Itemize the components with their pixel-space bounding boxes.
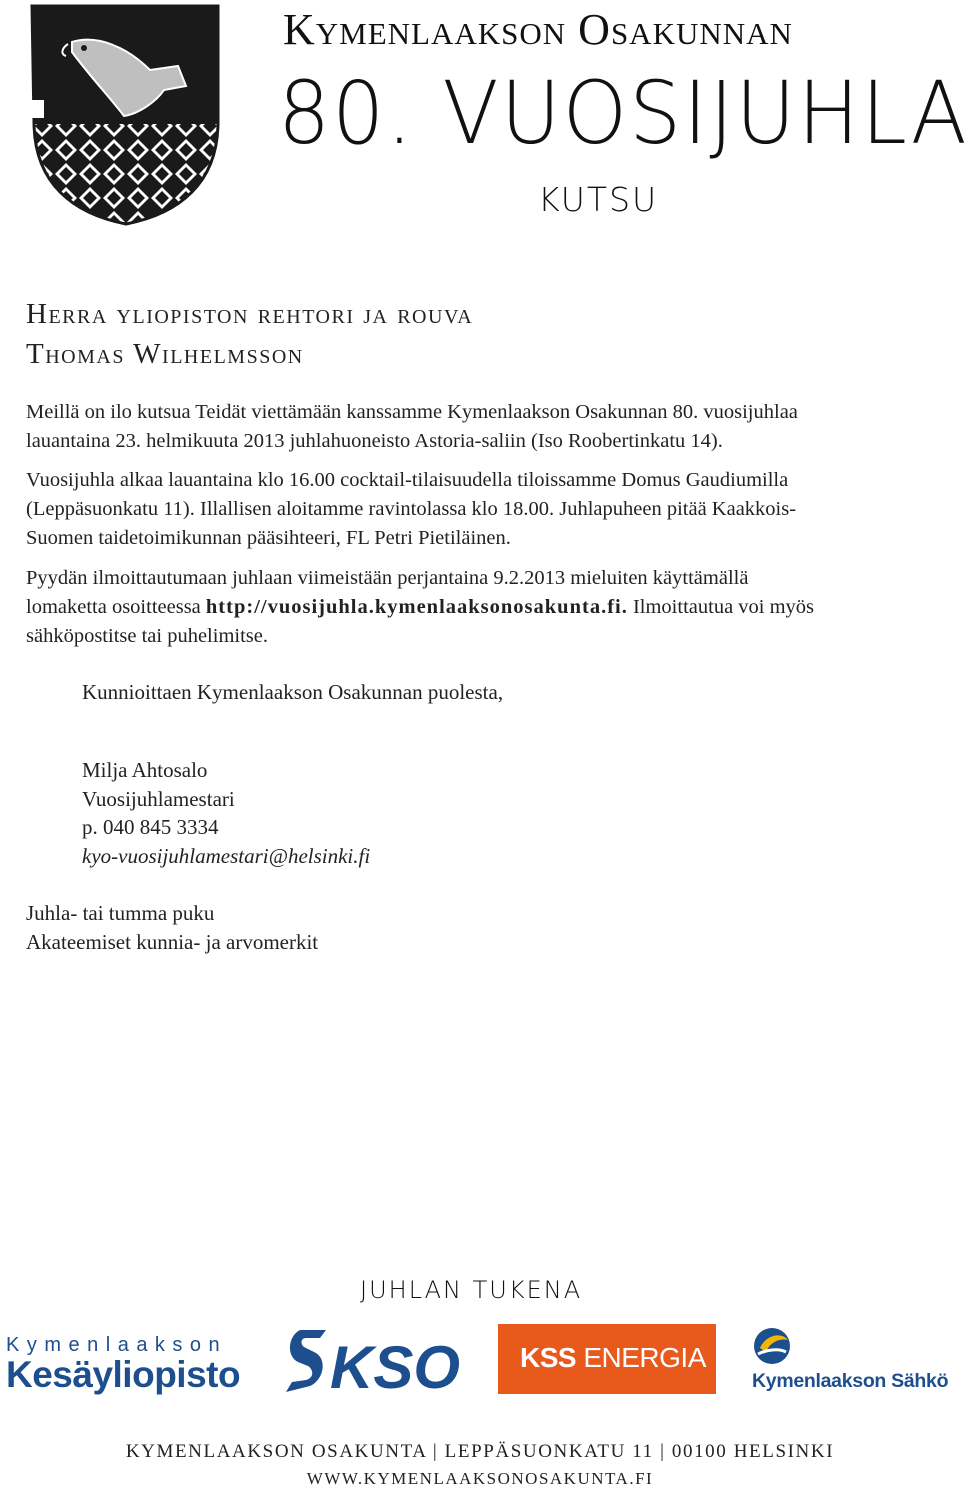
closing-greeting: Kunnioittaen Kymenlaakson Osakunnan puolesta,: [82, 680, 504, 704]
addressee-title: Herra yliopiston rehtori ja rouva: [26, 298, 474, 330]
kss-energia-logo: [498, 1324, 716, 1394]
kymenlaakson-sahko-logo: [752, 1326, 958, 1396]
paragraph-schedule: [26, 466, 946, 553]
kso-logo-graphic: [286, 1328, 461, 1401]
registration-link[interactable]: http://vuosijuhla.kymenlaaksonosakunta.fi.: [205, 596, 628, 618]
signature-block: [82, 756, 370, 870]
signer-phone: p. 040 845 3334: [82, 815, 219, 839]
sahko-logo-text: Kymenlaakson Sähkö: [752, 1370, 949, 1392]
kesayliopisto-logo-top: Kymenlaakson: [6, 1334, 228, 1356]
dress-code: [26, 899, 318, 956]
text-line: Pyydän ilmoittautumaan juhlaan viimeistään perjantaina 9.2.2013 mieluiten käyttämällä: [26, 567, 749, 589]
dress-code-line: Juhla- tai tumma puku: [26, 901, 215, 925]
dress-code-line: Akateemiset kunnia- ja arvomerkit: [26, 929, 319, 954]
text-fragment: Ilmoittautua voi myös: [627, 596, 815, 618]
sahko-emblem-icon: [752, 1326, 792, 1366]
addressee-name: Thomas Wilhelmsson: [26, 338, 304, 370]
paragraph-registration: [26, 564, 946, 651]
signer-name: Milja Ahtosalo: [82, 758, 208, 782]
kss-logo-rest: ENERGIA: [576, 1342, 706, 1373]
footer-website[interactable]: WWW.KYMENLAAKSONOSAKUNTA.FI: [306, 1469, 654, 1488]
document-type: KUTSU: [538, 180, 659, 219]
text-line: Suomen taidetoimikunnan pääsihteeri, FL Petri Pietiläinen.: [26, 527, 511, 549]
text-line: (Leppäsuonkatu 11). Illallisen aloitamme ravintolassa klo 18.00. Juhlapuheen pitää Kaakkois-: [26, 498, 797, 520]
text-line: Meillä on ilo kutsua Teidät viettämään kanssamme Kymenlaakson Osakunnan 80. vuosijuhlaa: [26, 401, 798, 423]
text-line: sähköpostitse tai puhelimitse.: [26, 625, 268, 647]
event-title: 80. VUOSIJUHLA: [278, 64, 969, 164]
sponsors-title: JUHLAN TUKENA: [360, 1276, 583, 1304]
organization-title: Kymenlaakson Osakunnan: [283, 5, 793, 54]
crest-logo: [28, 4, 224, 226]
kesayliopisto-logo: [6, 1334, 241, 1398]
text-line: lauantaina 23. helmikuuta 2013 juhlahuoneisto Astoria-saliin (Iso Roobertinkatu 14).: [26, 430, 723, 452]
footer-address: KYMENLAAKSON OSAKUNTA | LEPPÄSUONKATU 11 | 00100 HELSINKI: [125, 1441, 835, 1462]
text-line: [26, 593, 946, 622]
kss-logo-text: [520, 1342, 706, 1374]
kesayliopisto-logo-bottom: Kesäyliopisto: [6, 1354, 241, 1395]
signer-role: Vuosijuhlamestari: [82, 786, 235, 811]
signer-email[interactable]: kyo-vuosijuhlamestari@helsinki.fi: [82, 843, 371, 868]
kso-logo: [286, 1328, 461, 1401]
paragraph-invitation: [26, 398, 946, 456]
kso-logo-text: KSO: [330, 1334, 461, 1401]
text-line: Vuosijuhla alkaa lauantaina klo 16.00 cocktail-tilaisuudella tiloissamme Domus Gaudiumilla: [26, 469, 789, 491]
text-fragment: lomaketta osoitteessa: [26, 596, 206, 618]
kss-logo-bold: KSS: [520, 1342, 577, 1373]
